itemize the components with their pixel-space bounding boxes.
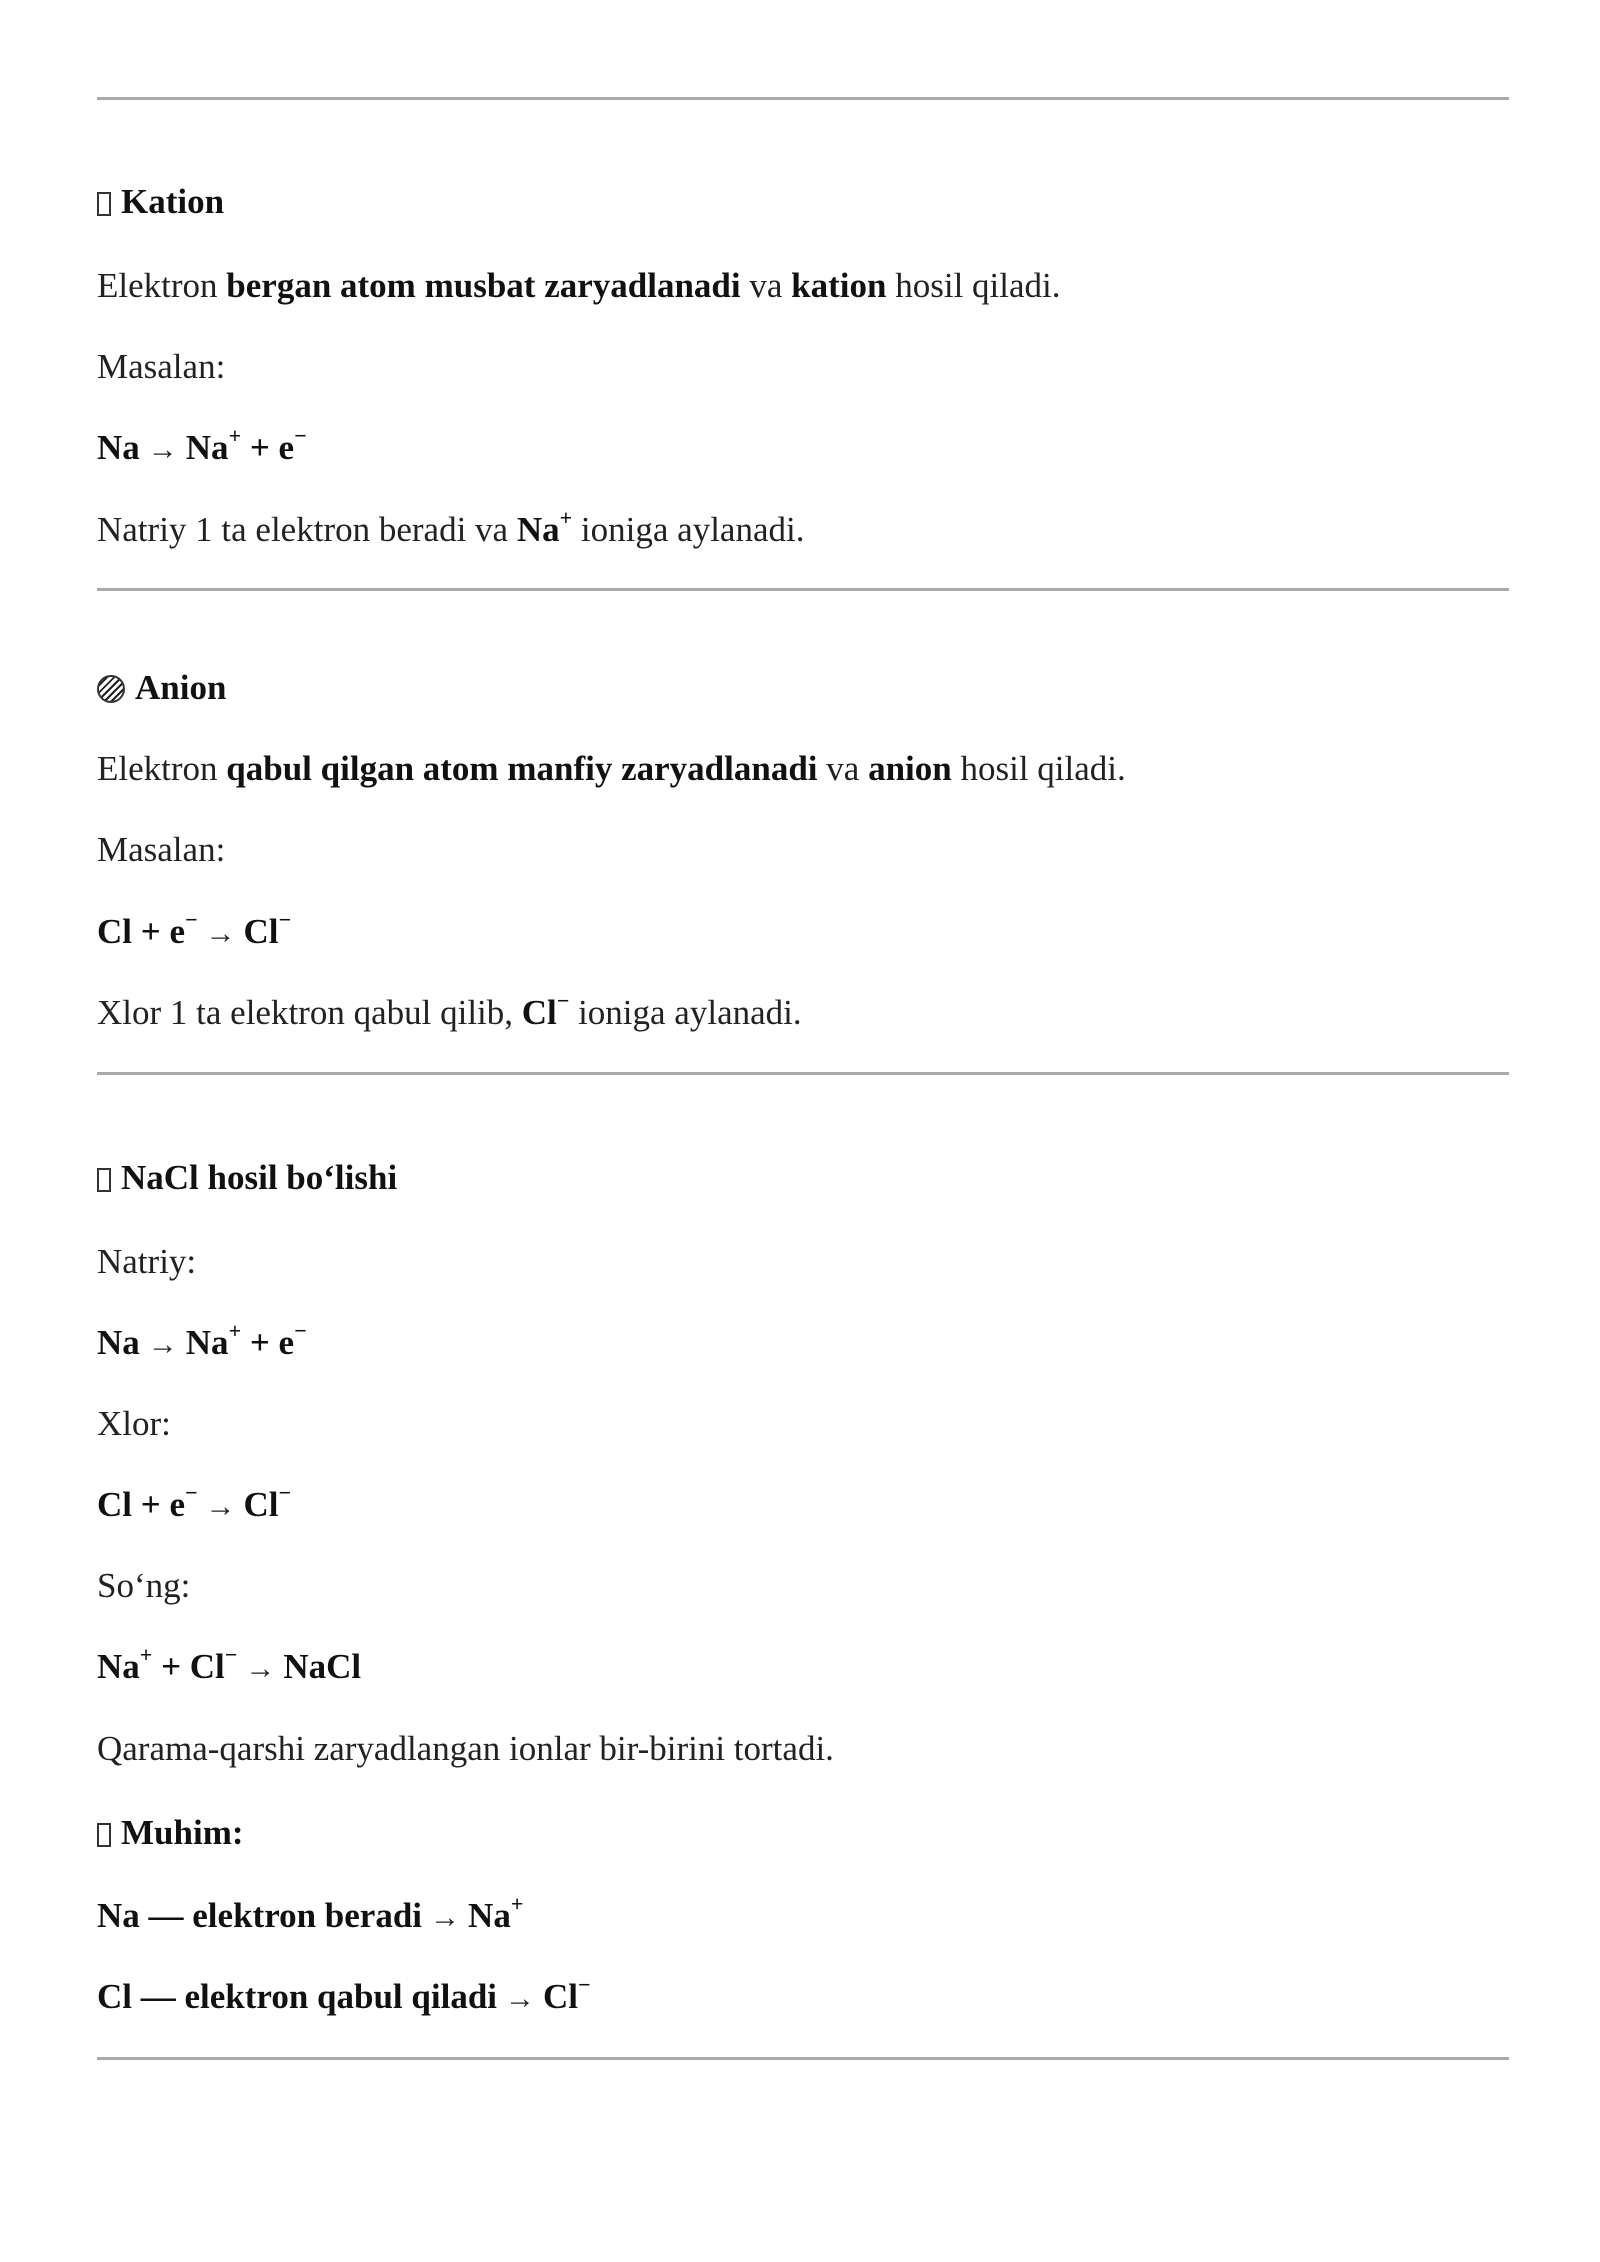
charge: − xyxy=(224,1642,238,1668)
charge: + xyxy=(228,1318,242,1344)
text: ioniga aylanadi. xyxy=(572,510,805,549)
charge: + xyxy=(139,1642,153,1668)
bold-text: bergan atom musbat zaryadlanadi xyxy=(226,266,741,305)
horizontal-divider xyxy=(97,588,1509,591)
text: Natriy 1 ta elektron beradi va xyxy=(97,510,517,549)
charge: + xyxy=(228,423,242,449)
xlor-equation xyxy=(97,1480,292,1529)
formula: Cl + e xyxy=(97,912,185,951)
kation-heading xyxy=(97,180,224,224)
charge: − xyxy=(278,1480,292,1506)
charge: − xyxy=(556,988,570,1014)
text: va xyxy=(740,266,792,305)
important-heading xyxy=(97,1811,244,1855)
missing-glyph-box-icon xyxy=(97,1168,111,1192)
arrow: → xyxy=(505,1982,536,2015)
anion-example-label: Masalan: xyxy=(97,830,226,869)
kation-example-label: Masalan: xyxy=(97,347,226,386)
formula: + Cl xyxy=(152,1647,225,1686)
kation-note xyxy=(97,505,805,552)
formula: Na xyxy=(97,1323,140,1362)
nacl-heading-text: NaCl hosil bo‘lishi xyxy=(121,1158,398,1197)
bold-text: kation xyxy=(791,266,887,305)
charge: + xyxy=(559,505,573,531)
anion-heading-text: Anion xyxy=(135,668,227,707)
kation-description xyxy=(97,264,1061,308)
arrow: → xyxy=(205,1490,236,1523)
important-line-cl xyxy=(97,1972,591,2021)
anion-heading xyxy=(97,666,226,710)
horizontal-divider xyxy=(97,2057,1509,2060)
arrow: → xyxy=(147,433,178,466)
charge: − xyxy=(294,1318,307,1344)
horizontal-divider xyxy=(97,97,1509,100)
formula: NaCl xyxy=(283,1647,362,1686)
natriy-equation xyxy=(97,1318,307,1367)
arrow: → xyxy=(430,1901,461,1934)
text: Elektron xyxy=(97,266,227,305)
song-label: So‘ng: xyxy=(97,1566,191,1605)
formula: Na xyxy=(97,1647,140,1686)
charge: − xyxy=(184,1480,198,1506)
formula: + e xyxy=(241,1323,295,1362)
text: ioniga aylanadi. xyxy=(569,993,802,1032)
text: hosil qiladi. xyxy=(886,266,1061,305)
important-heading-text: Muhim: xyxy=(121,1813,244,1852)
anion-description xyxy=(97,747,1126,791)
text: Xlor 1 ta elektron qabul qilib, xyxy=(97,993,522,1032)
nacl-heading xyxy=(97,1156,397,1200)
charge: − xyxy=(184,907,198,933)
kation-equation xyxy=(97,423,307,472)
anion-equation xyxy=(97,907,292,956)
formula: Cl xyxy=(521,993,557,1032)
formula: Cl xyxy=(543,1977,579,2016)
text: va xyxy=(817,749,869,788)
kation-heading-text: Kation xyxy=(121,182,225,221)
formula: Na xyxy=(185,428,229,467)
formula: + e xyxy=(241,428,295,467)
nacl-equation xyxy=(97,1642,362,1691)
bold-text: qabul qilgan atom manfiy zaryadlanadi xyxy=(226,749,818,788)
text: Elektron xyxy=(97,749,227,788)
bold-text: Na — elektron beradi xyxy=(97,1896,423,1935)
arrow: → xyxy=(147,1328,178,1361)
formula: Na xyxy=(97,428,140,467)
charge: − xyxy=(578,1972,591,1998)
missing-glyph-box-icon xyxy=(97,192,111,216)
formula: Na xyxy=(516,510,560,549)
missing-glyph-box-icon xyxy=(97,1823,111,1847)
formula: Cl + e xyxy=(97,1485,185,1524)
hatched-circle-icon xyxy=(97,675,125,703)
arrow: → xyxy=(245,1652,276,1685)
xlor-label: Xlor: xyxy=(97,1404,171,1443)
arrow: → xyxy=(205,917,236,950)
bold-text: anion xyxy=(868,749,952,788)
charge: − xyxy=(294,423,307,449)
anion-note xyxy=(97,988,802,1035)
text: hosil qiladi. xyxy=(951,749,1126,788)
bold-text: Cl — elektron qabul qiladi xyxy=(97,1977,498,2016)
formula: Na xyxy=(468,1896,511,1935)
formula: Cl xyxy=(243,1485,279,1524)
important-line-na xyxy=(97,1891,524,1940)
natriy-label: Natriy: xyxy=(97,1242,197,1281)
formula: Cl xyxy=(243,912,279,951)
formula: Na xyxy=(185,1323,229,1362)
horizontal-divider xyxy=(97,1072,1509,1075)
attraction-text: Qarama-qarshi zaryadlangan ionlar bir-birini tortadi. xyxy=(97,1729,834,1768)
charge: + xyxy=(510,1891,524,1917)
charge: − xyxy=(278,907,292,933)
